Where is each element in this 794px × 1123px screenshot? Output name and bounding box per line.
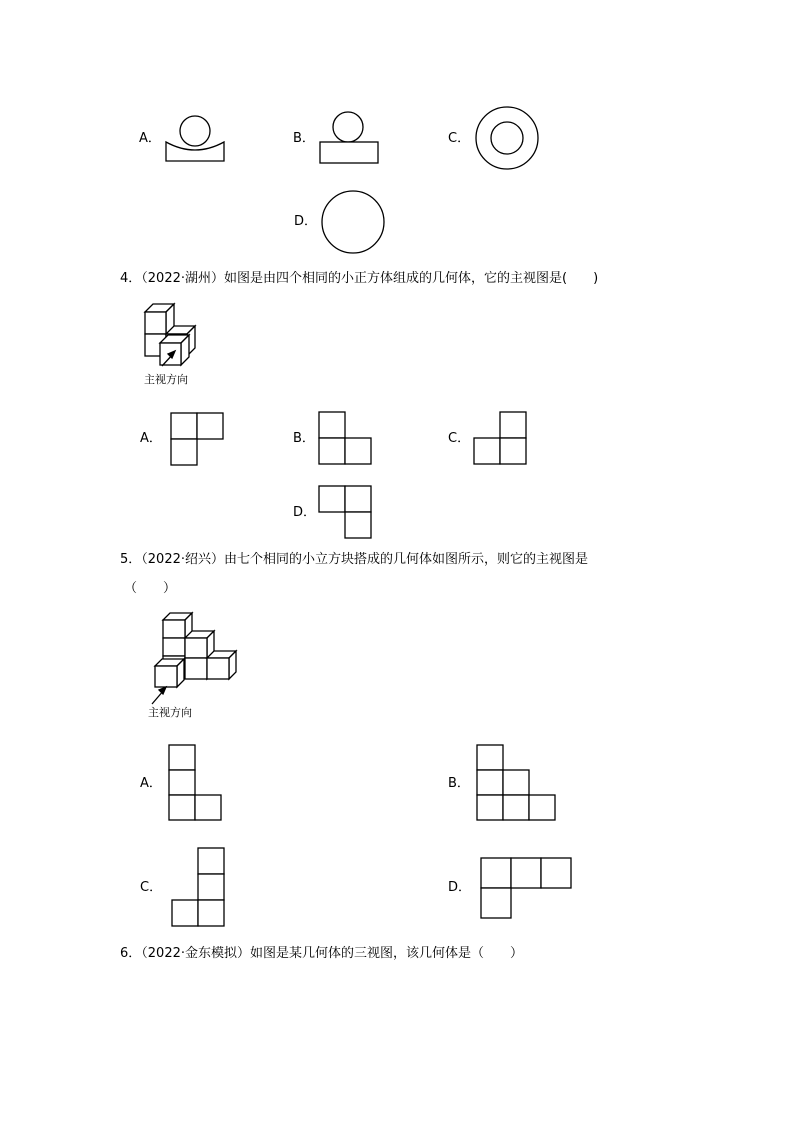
q3-option-c-figure xyxy=(474,107,540,169)
q4-question xyxy=(120,270,598,288)
grid-square xyxy=(171,439,197,465)
grid-square xyxy=(345,438,371,464)
q5-option-c-label[interactable]: C． xyxy=(140,880,163,895)
q5-option-b-label[interactable]: B． xyxy=(448,776,470,791)
q5-solid-figure xyxy=(150,610,240,704)
grid-square xyxy=(481,858,511,888)
q5-option-d-figure xyxy=(480,857,572,919)
grid-square xyxy=(345,512,371,538)
q4-option-a-label[interactable]: A． xyxy=(140,431,162,446)
cube-front-face xyxy=(155,666,177,687)
q5-option-b-figure xyxy=(476,744,558,822)
q5-answer-paren: （ ） xyxy=(124,581,177,596)
q3-option-a-label[interactable]: A． xyxy=(139,131,161,146)
sphere-outline xyxy=(180,116,210,146)
q5-option-a-label[interactable]: A． xyxy=(140,776,162,791)
grid-square xyxy=(503,770,529,795)
grid-square xyxy=(345,486,371,512)
q5-number: 5． xyxy=(120,552,142,567)
q4-direction-label: 主视方向 xyxy=(144,373,188,386)
q3-option-a-figure xyxy=(164,112,226,164)
view-arrow-head xyxy=(159,687,166,694)
q5-option-d-label[interactable]: D． xyxy=(448,880,472,895)
grid-square xyxy=(503,795,529,820)
grid-square xyxy=(319,438,345,464)
q5-source: （2022·绍兴） xyxy=(141,552,224,567)
q4-option-c-figure xyxy=(473,411,528,466)
cube-front-face xyxy=(207,658,229,679)
q4-solid-figure xyxy=(140,300,210,370)
cube-front-face xyxy=(185,638,207,658)
grid-square xyxy=(169,770,195,795)
grid-square xyxy=(319,412,345,438)
q4-option-d-figure xyxy=(318,485,373,540)
grid-square xyxy=(477,795,503,820)
q4-option-b-figure xyxy=(318,411,372,466)
q6-number: 6． xyxy=(120,946,142,961)
grid-square xyxy=(474,438,500,464)
q5-direction-label: 主视方向 xyxy=(148,706,192,719)
inner-ring xyxy=(491,122,523,154)
cube-front-face xyxy=(145,312,166,334)
q3-option-c-label[interactable]: C． xyxy=(448,131,471,146)
grid-square xyxy=(198,900,224,926)
q5-text: 由七个相同的小立方块搭成的几何体如图所示，则它的主视图是 xyxy=(224,552,589,567)
cube-front-face xyxy=(163,620,185,638)
q4-option-a-figure xyxy=(170,412,224,466)
q4-source: （2022·湖州） xyxy=(141,271,224,286)
grid-square xyxy=(169,795,195,820)
q5-option-c-figure xyxy=(170,847,226,929)
grid-square xyxy=(169,745,195,770)
grid-square xyxy=(172,900,198,926)
q4-option-c-label[interactable]: C． xyxy=(448,431,471,446)
grid-square xyxy=(481,888,511,918)
cube-front-face xyxy=(185,658,207,679)
grid-square xyxy=(529,795,555,820)
q3-option-b-figure xyxy=(318,110,380,166)
q3-option-d-label[interactable]: D． xyxy=(294,214,318,229)
q5-question xyxy=(120,551,588,569)
q6-question xyxy=(120,945,523,963)
grid-square xyxy=(477,770,503,795)
q3-option-d-figure xyxy=(320,189,386,255)
grid-square xyxy=(319,486,345,512)
grid-square xyxy=(541,858,571,888)
q6-source: （2022·金东模拟） xyxy=(141,946,250,961)
q5-option-a-figure xyxy=(168,744,224,822)
grid-square xyxy=(198,848,224,874)
circle-outline xyxy=(322,191,384,253)
grid-square xyxy=(500,438,526,464)
q6-text: 如图是某几何体的三视图，该几何体是（ ） xyxy=(250,946,524,961)
q4-option-d-label[interactable]: D． xyxy=(293,505,317,520)
grid-square xyxy=(198,874,224,900)
q4-number: 4． xyxy=(120,271,142,286)
grid-square xyxy=(500,412,526,438)
grid-square xyxy=(197,413,223,439)
q3-option-b-label[interactable]: B． xyxy=(293,131,315,146)
grid-square xyxy=(477,745,503,770)
rectangular-base xyxy=(320,142,378,163)
grid-square xyxy=(511,858,541,888)
q4-option-b-label[interactable]: B． xyxy=(293,431,315,446)
grid-square xyxy=(171,413,197,439)
q4-text: 如图是由四个相同的小正方体组成的几何体，它的主视图是( ) xyxy=(224,271,599,286)
sphere-outline xyxy=(333,112,363,142)
cube-front-face xyxy=(163,638,185,656)
grid-square xyxy=(195,795,221,820)
